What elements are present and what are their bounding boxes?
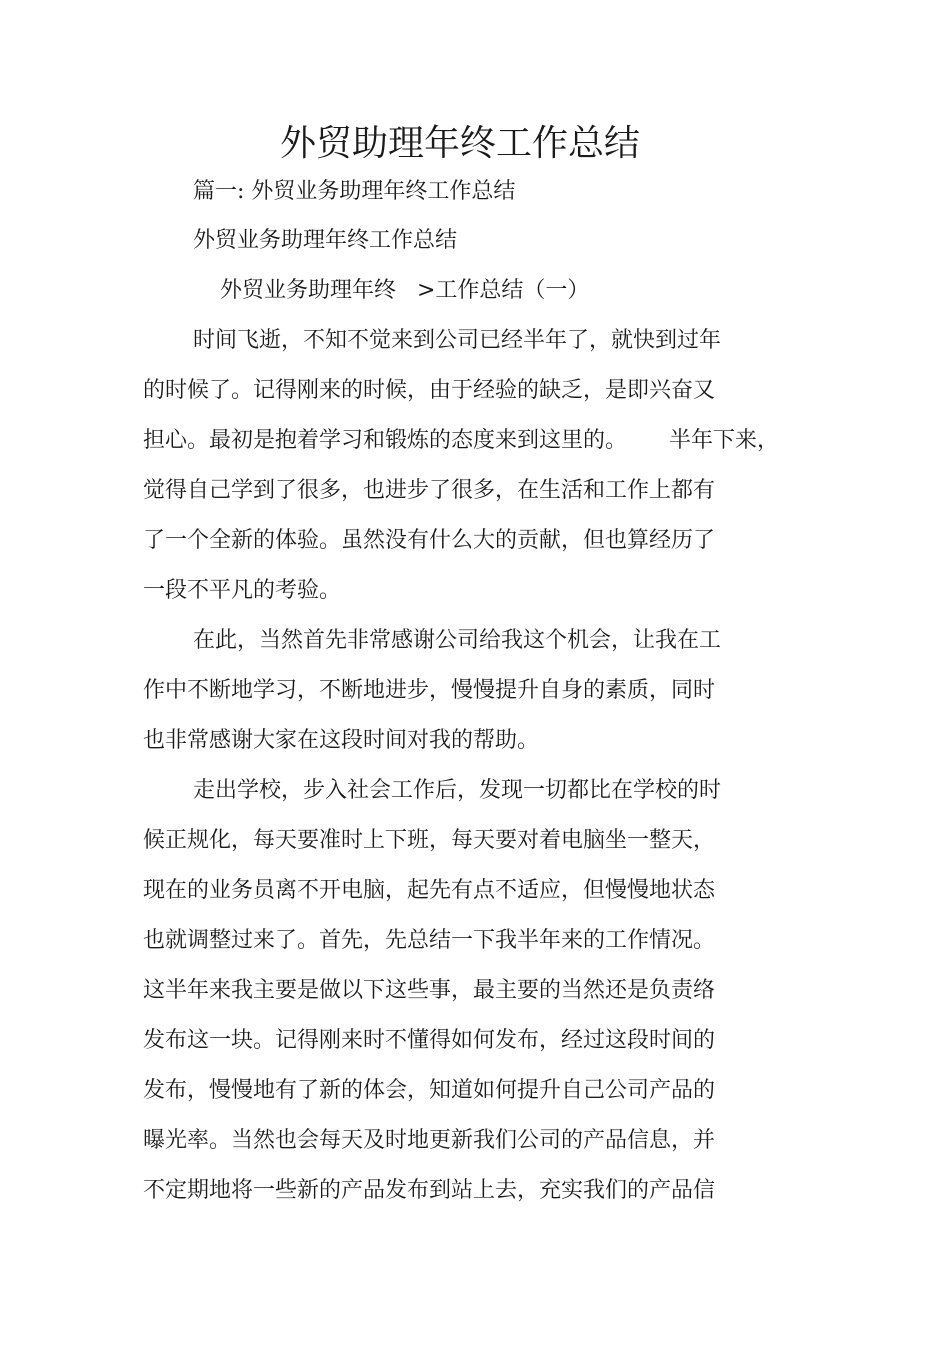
paragraph-line: 觉得自己学到了很多，也进步了很多，在生活和工作上都有 <box>143 478 716 503</box>
paragraph-line: 也非常感谢大家在这段时间对我的帮助。 <box>143 728 540 753</box>
paragraph-line: 担心。最初是抱着学习和锻炼的态度来到这里的。 半年下来， <box>143 428 779 453</box>
paragraph-line: 候正规化，每天要准时上下班，每天要对着电脑坐一整天， <box>143 828 716 853</box>
section-heading: 外贸业务助理年终 >工作总结（一） <box>220 278 590 303</box>
paragraph-line: 这半年来我主要是做以下这些事，最主要的当然还是负责络 <box>143 978 716 1003</box>
paragraph-line: 了一个全新的体验。虽然没有什么大的贡献，但也算经历了 <box>143 528 716 553</box>
chapter-heading: 篇一: 外贸业务助理年终工作总结 <box>193 179 516 204</box>
paragraph-line: 在此，当然首先非常感谢公司给我这个机会，让我在工 <box>193 628 722 653</box>
paragraph-line: 也就调整过来了。首先，先总结一下我半年来的工作情况。 <box>143 928 716 953</box>
paragraph-line: 发布，慢慢地有了新的体会，知道如何提升自己公司产品的 <box>143 1078 716 1103</box>
paragraph-line: 一段不平凡的考验。 <box>143 578 342 603</box>
paragraph-line: 现在的业务员离不开电脑，起先有点不适应，但慢慢地状态 <box>143 878 716 903</box>
paragraph-line: 发布这一块。记得刚来时不懂得如何发布，经过这段时间的 <box>143 1028 716 1053</box>
paragraph-line: 作中不断地学习，不断地进步，慢慢提升自身的素质，同时 <box>143 678 716 703</box>
paragraph-line: 不定期地将一些新的产品发布到站上去，充实我们的产品信 <box>143 1178 716 1203</box>
paragraph-line: 曝光率。当然也会每天及时地更新我们公司的产品信息，并 <box>143 1128 716 1153</box>
paragraph-line: 的时候了。记得刚来的时候，由于经验的缺乏，是即兴奋又 <box>143 378 716 403</box>
document-title: 外贸助理年终工作总结 <box>279 123 640 164</box>
paragraph-line: 走出学校，步入社会工作后，发现一切都比在学校的时 <box>193 778 722 803</box>
subtitle: 外贸业务助理年终工作总结 <box>193 228 458 253</box>
paragraph-line: 时间飞逝，不知不觉来到公司已经半年了，就快到过年 <box>193 328 722 353</box>
